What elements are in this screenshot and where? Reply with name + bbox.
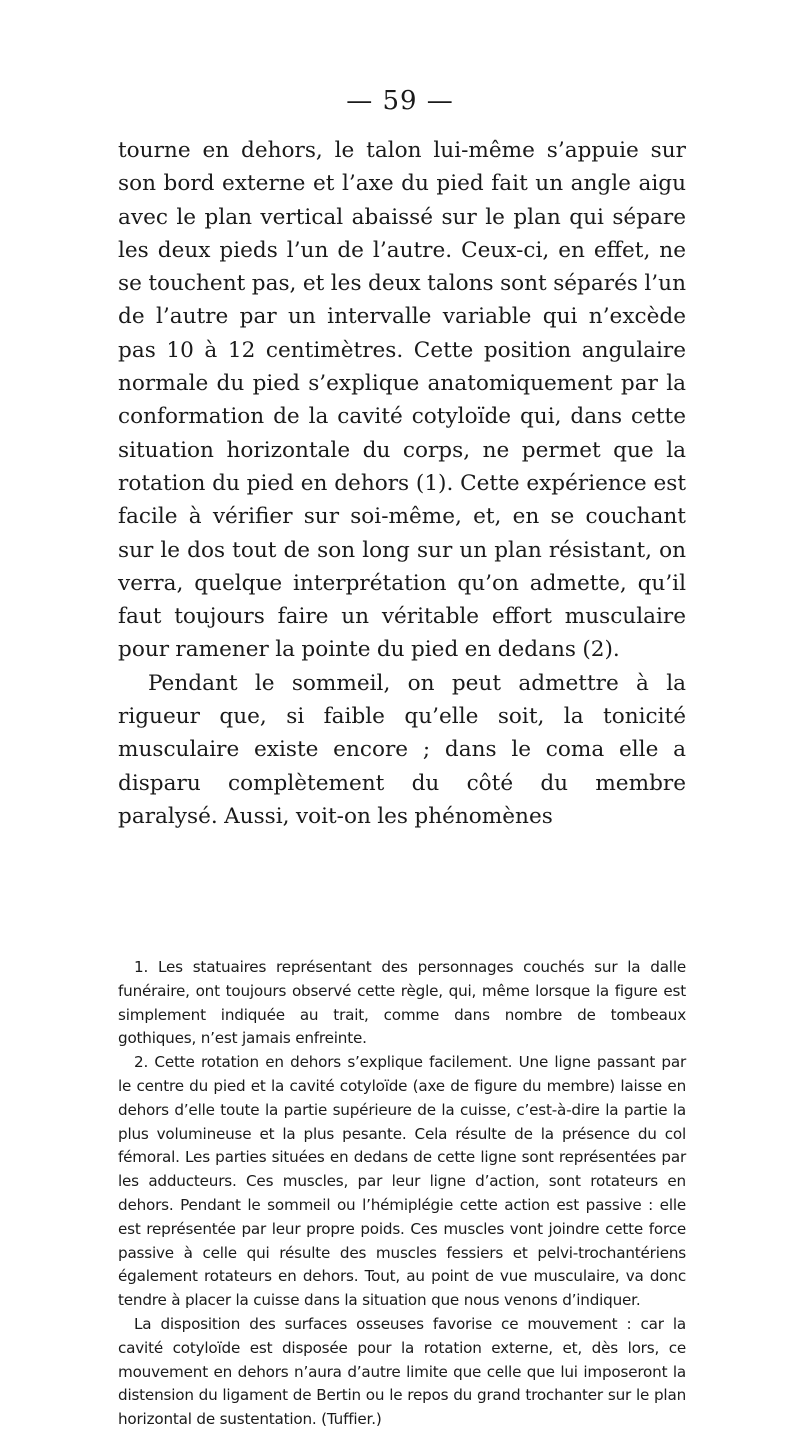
footnote-2: 2. Cette rotation en dehors s’explique facilement. Une ligne passant par le centre du pied et la cavité cotyloïde (axe de figure du membre) laisse en dehors d’elle toute la partie supérieure de la cuisse, c’est-à-dire la partie la plus volumineuse et la plus pesante. Cela résulte de la présence du col fémoral. Les parties situées en dedans de cette ligne sont représentées par les adducteurs. Ces muscles, par leur ligne d’action, sont rotateurs en dehors. Pendant le sommeil ou l’hémiplégie cette action est passive : elle est représentée par leur propre poids. Ces muscles vont joindre cette force passive à celle qui résulte des muscles fessiers et pelvi-trochantériens également rotateurs en dehors. Tout, au point de vue musculaire, va donc tendre à placer la cuisse dans la situation que nous venons d’indiquer. xyxy=(118,1053,686,1310)
main-text xyxy=(118,134,686,833)
footnotes xyxy=(118,956,686,1432)
page-number: — 59 — xyxy=(346,86,454,116)
footnote-1: 1. Les statuaires représentant des personnages couchés sur la dalle funéraire, ont toujours observé cette règle, qui, même lorsque la figure est simplement indiquée au trait, comme dans nombre de tombeaux gothiques, n’est jamais enfreinte. xyxy=(118,958,686,1048)
footnote-2-continued: La disposition des surfaces osseuses favorise ce mouvement : car la cavité cotyloïde est disposée pour la rotation externe, et, dès lors, ce mouvement en dehors n’aura d’autre limite que celle que lui imposeront la distension du ligament de Bertin ou le repos du grand trochanter sur le plan horizontal de sustentation. (Tuffier.) xyxy=(118,1314,686,1429)
paragraph-1: tourne en dehors, le talon lui-même s’appuie sur son bord externe et l’axe du pied fait un angle aigu avec le plan vertical abaissé sur le plan qui sépare les deux pieds l’un de l’autre. Ceux-ci, en effet, ne se touchent pas, et les deux talons sont séparés l’un de l’autre par un intervalle variable qui n’excède pas 10 à 12 centimètres. Cette position angulaire normale du pied s’explique anatomiquement par la conformation de la cavité cotyloïde qui, dans cette situation horizontale du corps, ne permet que la rotation du pied en dehors (1). Cette expérience est facile à vérifier sur soi-même, et, en se couchant sur le dos tout de son long sur un plan résistant, on verra, quelque interprétation qu’on admette, qu’il faut toujours faire un véritable effort musculaire pour ramener la pointe du pied en dedans (2). xyxy=(118,138,686,663)
paragraph-2: Pendant le sommeil, on peut admettre à la rigueur que, si faible qu’elle soit, la tonicité musculaire existe encore ; dans le coma elle a disparu complètement du côté du membre paralysé. Aussi, voit-on les phénomènes xyxy=(118,670,686,829)
